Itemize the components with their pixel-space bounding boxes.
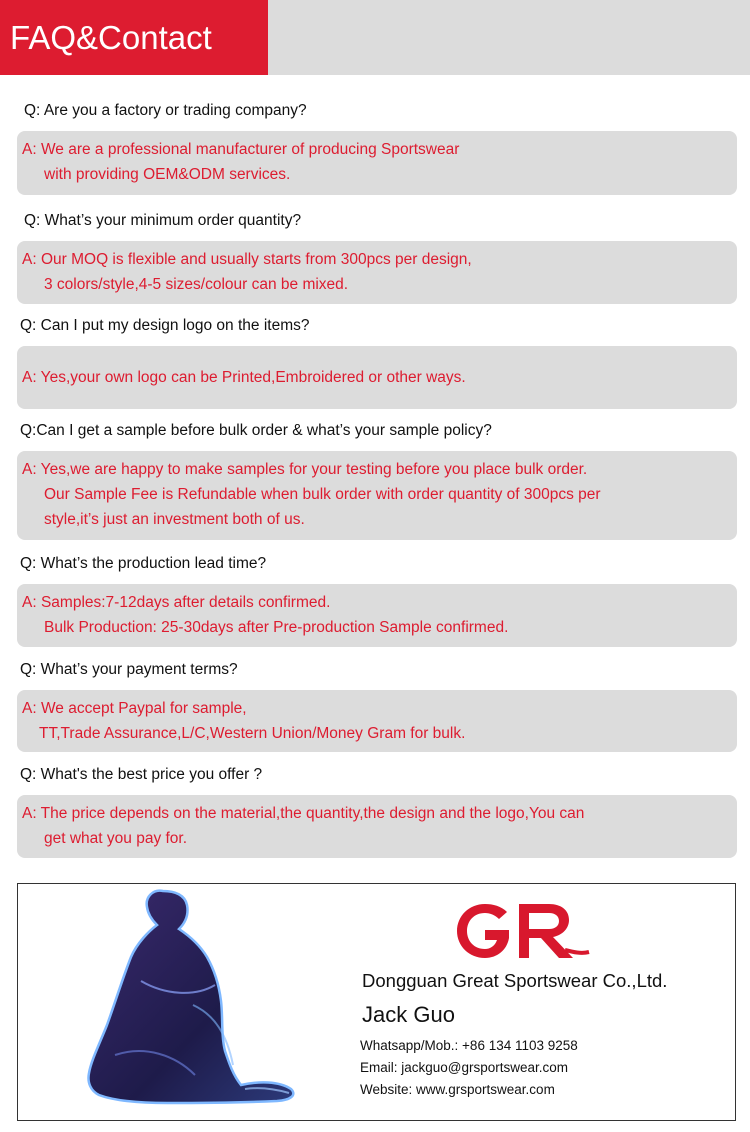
- faq-question: Q: What's the best price you offer ?: [20, 766, 263, 783]
- contact-email: Email: jackguo@grsportswear.com: [360, 1060, 569, 1075]
- faq-answer-line: get what you pay for.: [44, 830, 188, 847]
- faq-answer-line: A: Yes,we are happy to make samples for your testing before you place bulk order.: [22, 461, 588, 478]
- faq-answer-line: A: The price depends on the material,the quantity,the design and the logo,You can: [22, 805, 585, 822]
- gr-logo: [455, 900, 590, 960]
- faq-answer-line: A: We are a professional manufacturer of producing Sportswear: [22, 141, 460, 158]
- contact-whatsapp: Whatsapp/Mob.: +86 134 1103 9258: [360, 1038, 578, 1053]
- sportswear-figure-illustration: [45, 885, 305, 1117]
- page-title: FAQ&Contact: [0, 0, 268, 75]
- faq-answer-line: Bulk Production: 25-30days after Pre-production Sample confirmed.: [44, 619, 509, 636]
- contact-website: Website: www.grsportswear.com: [360, 1082, 555, 1097]
- faq-question: Q: Can I put my design logo on the items?: [20, 317, 310, 334]
- faq-answer-line: TT,Trade Assurance,L/C,Western Union/Money Gram for bulk.: [39, 725, 466, 742]
- faq-answer-line: with providing OEM&ODM services.: [44, 166, 291, 183]
- faq-question: Q: Are you a factory or trading company?: [24, 102, 307, 119]
- faq-question: Q: What’s your payment terms?: [20, 661, 238, 678]
- faq-answer-line: 3 colors/style,4-5 sizes/colour can be mixed.: [44, 276, 349, 293]
- faq-question: Q: What’s your minimum order quantity?: [24, 212, 302, 229]
- faq-answer-line: A: Yes,your own logo can be Printed,Embroidered or other ways.: [22, 369, 466, 386]
- faq-answer-line: style,it’s just an investment both of us.: [44, 511, 305, 528]
- faq-question: Q:Can I get a sample before bulk order & what’s your sample policy?: [20, 422, 492, 439]
- faq-answer-line: Our Sample Fee is Refundable when bulk order with order quantity of 300pcs per: [44, 486, 601, 503]
- company-name: Dongguan Great Sportswear Co.,Ltd.: [362, 970, 668, 991]
- faq-answer-line: A: Our MOQ is flexible and usually starts from 300pcs per design,: [22, 251, 472, 268]
- faq-answer-line: A: Samples:7-12days after details confirmed.: [22, 594, 331, 611]
- contact-name: Jack Guo: [362, 1002, 455, 1027]
- faq-answer-line: A: We accept Paypal for sample,: [22, 700, 247, 717]
- faq-question: Q: What’s the production lead time?: [20, 555, 267, 572]
